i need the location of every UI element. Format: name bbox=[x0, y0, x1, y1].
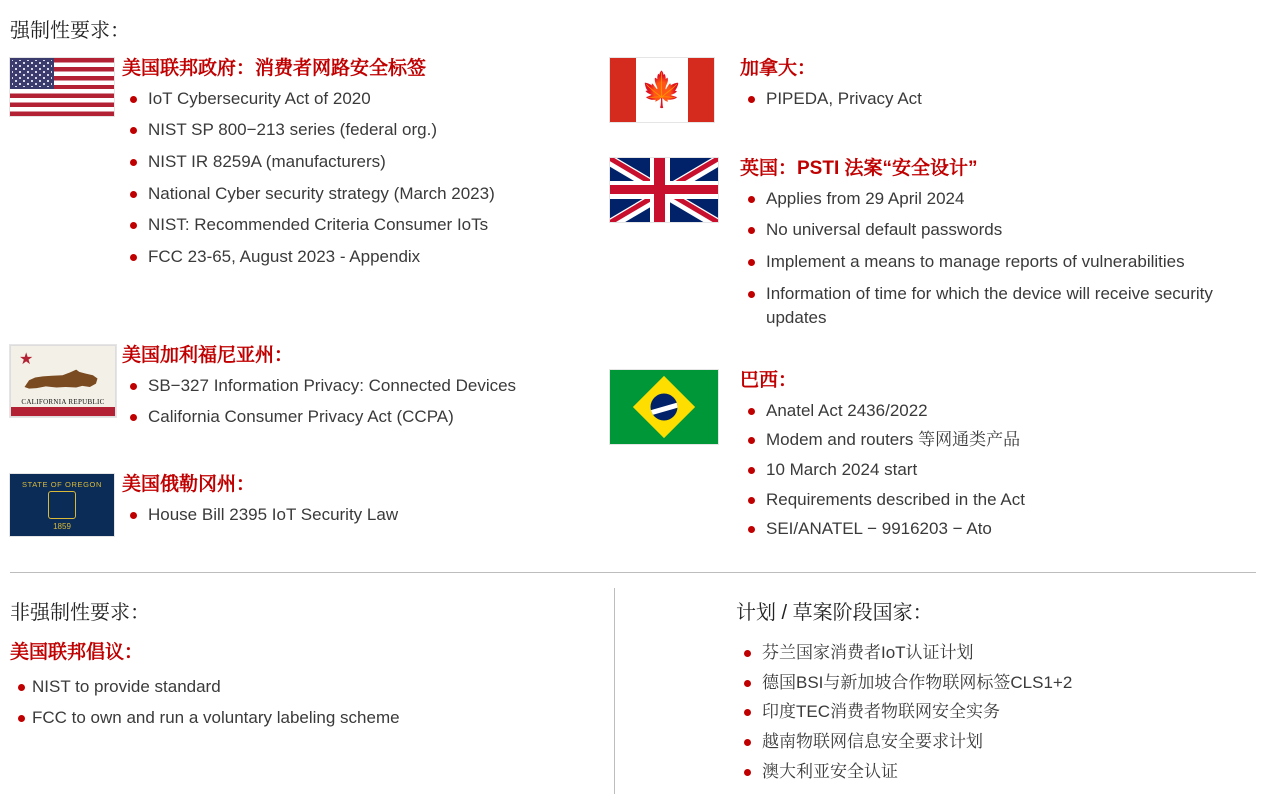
us-flag-canton bbox=[10, 58, 54, 89]
list-item: NIST to provide standard bbox=[10, 675, 570, 700]
california-flag-star: ★ bbox=[19, 351, 34, 368]
list-item: 芬兰国家消费者IoT认证计划 bbox=[736, 641, 1256, 666]
uk-flag bbox=[610, 158, 718, 222]
list-item: Information of time for which the device will receive security updates bbox=[740, 282, 1265, 331]
canada-list bbox=[740, 87, 1260, 112]
list-item: NIST: Recommended Criteria Consumer IoTs bbox=[122, 213, 610, 238]
us-federal-title: 美国联邦政府：消费者网路安全标签 bbox=[122, 58, 427, 79]
group-planned bbox=[736, 596, 1256, 789]
list-item: 10 March 2024 start bbox=[740, 458, 1265, 483]
horizontal-divider bbox=[10, 572, 1256, 573]
list-item: SB−327 Information Privacy: Connected Devices bbox=[122, 374, 610, 399]
planned-list bbox=[736, 641, 1256, 784]
canada-title: 加拿大： bbox=[740, 58, 817, 79]
us-federal-list bbox=[122, 87, 610, 270]
list-item: 印度TEC消费者物联网安全实务 bbox=[736, 700, 1256, 725]
us-oregon-text bbox=[122, 474, 610, 534]
mandatory-section-title: 强制性要求： bbox=[10, 20, 130, 42]
list-item: No universal default passwords bbox=[740, 218, 1265, 243]
group-canada bbox=[610, 58, 1260, 122]
brazil-list bbox=[740, 399, 1265, 542]
brazil-title: 巴西： bbox=[740, 370, 798, 391]
california-flag-bar bbox=[11, 407, 115, 416]
list-item: FCC to own and run a voluntary labeling scheme bbox=[10, 706, 570, 731]
california-flag-container bbox=[10, 345, 122, 417]
list-item: Modem and routers 等网通类产品 bbox=[740, 428, 1265, 453]
canada-flag bbox=[610, 58, 714, 122]
list-item: 澳大利亚安全认证 bbox=[736, 760, 1256, 785]
vertical-divider bbox=[614, 588, 615, 794]
uk-flag-cross-red-v bbox=[654, 158, 665, 222]
us-flag bbox=[10, 58, 114, 116]
uk-list bbox=[740, 187, 1265, 331]
list-item: NIST IR 8259A (manufacturers) bbox=[122, 150, 610, 175]
list-item: FCC 23-65, August 2023 - Appendix bbox=[122, 245, 610, 270]
oregon-flag-shield bbox=[48, 491, 76, 519]
oregon-flag-top-text: STATE OF OREGON bbox=[22, 480, 102, 489]
list-item: 德国BSI与新加坡合作物联网标签CLS1+2 bbox=[736, 671, 1256, 696]
oregon-flag bbox=[10, 474, 114, 536]
uk-text bbox=[740, 158, 1265, 338]
oregon-flag-year: 1859 bbox=[53, 522, 71, 531]
group-us-oregon bbox=[10, 474, 610, 536]
brazil-text bbox=[740, 370, 1265, 547]
list-item: IoT Cybersecurity Act of 2020 bbox=[122, 87, 610, 112]
california-flag bbox=[10, 345, 116, 417]
group-uk bbox=[610, 158, 1265, 338]
list-item: California Consumer Privacy Act (CCPA) bbox=[122, 405, 610, 430]
canada-flag-container bbox=[610, 58, 740, 122]
group-brazil bbox=[610, 370, 1265, 547]
list-item: SEI/ANATEL − 9916203 − Ato bbox=[740, 517, 1265, 542]
group-us-federal-initiative bbox=[10, 642, 570, 738]
brazil-flag-container bbox=[610, 370, 740, 444]
canada-flag-right-bar bbox=[688, 58, 714, 122]
canada-text bbox=[740, 58, 1260, 118]
list-item: Anatel Act 2436/2022 bbox=[740, 399, 1265, 424]
group-us-california bbox=[10, 345, 610, 437]
nonmandatory-section-title: 非强制性要求： bbox=[10, 602, 150, 624]
us-federal-text bbox=[122, 58, 610, 277]
planned-section-title: 计划 / 草案阶段国家： bbox=[736, 602, 933, 624]
us-california-list bbox=[122, 374, 610, 430]
oregon-flag-container bbox=[10, 474, 122, 536]
list-item: PIPEDA, Privacy Act bbox=[740, 87, 1260, 112]
list-item: NIST SP 800−213 series (federal org.) bbox=[122, 118, 610, 143]
us-flag-stars bbox=[12, 60, 52, 87]
group-us-federal bbox=[10, 58, 610, 277]
list-item: Implement a means to manage reports of vulnerabilities bbox=[740, 250, 1265, 275]
list-item: 越南物联网信息安全要求计划 bbox=[736, 730, 1256, 755]
us-federal-initiative-list bbox=[10, 675, 570, 731]
uk-flag-container bbox=[610, 158, 740, 222]
brazil-flag-globe bbox=[651, 394, 678, 421]
california-flag-bear bbox=[23, 364, 99, 392]
canada-flag-left-bar bbox=[610, 58, 636, 122]
california-flag-label: CALIFORNIA REPUBLIC bbox=[21, 398, 105, 406]
brazil-flag-band bbox=[651, 401, 678, 417]
maple-leaf-icon: 🍁 bbox=[640, 71, 684, 109]
brazil-flag bbox=[610, 370, 718, 444]
list-item: House Bill 2395 IoT Security Law bbox=[122, 503, 610, 528]
us-flag-container bbox=[10, 58, 122, 116]
us-california-text bbox=[122, 345, 610, 437]
list-item: Applies from 29 April 2024 bbox=[740, 187, 1265, 212]
list-item: Requirements described in the Act bbox=[740, 488, 1265, 513]
us-federal-initiative-title: 美国联邦倡议： bbox=[10, 642, 144, 663]
us-oregon-list bbox=[122, 503, 610, 528]
us-oregon-title: 美国俄勒冈州： bbox=[122, 474, 256, 495]
uk-title: 英国：PSTI 法案“安全设计” bbox=[740, 158, 978, 179]
list-item: National Cyber security strategy (March 2023) bbox=[122, 182, 610, 207]
us-california-title: 美国加利福尼亚州： bbox=[122, 345, 294, 366]
